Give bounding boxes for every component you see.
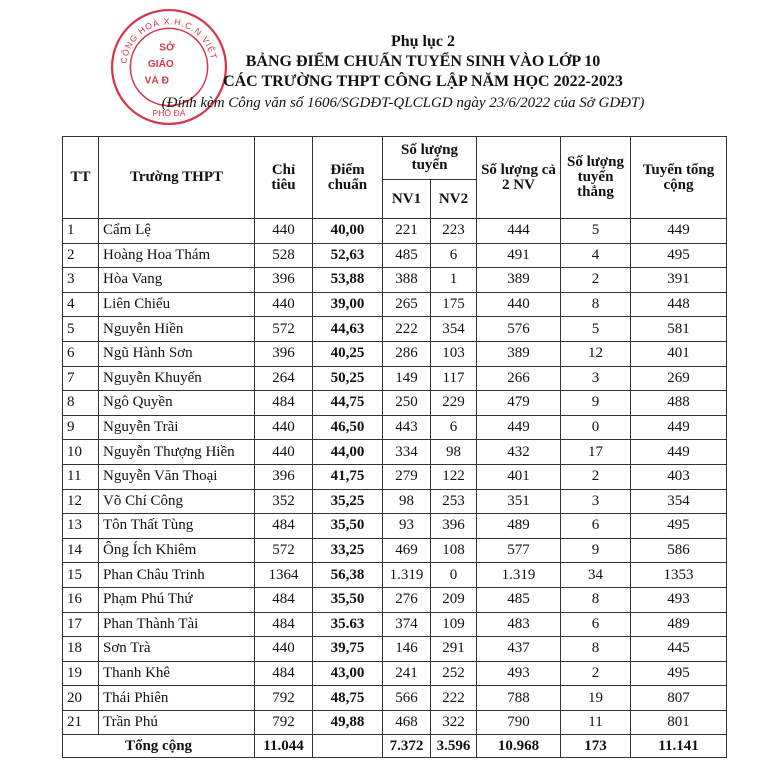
- cell-tt: 4: [63, 292, 99, 317]
- cell-cutoff: 35.63: [313, 612, 383, 637]
- cell-nv2: 354: [431, 317, 477, 342]
- cell-quota: 484: [255, 391, 313, 416]
- table-row: [63, 563, 727, 588]
- cell-nv1: 388: [383, 268, 431, 293]
- cell-cutoff: 49,88: [313, 710, 383, 735]
- header-admitted: Số lượng tuyển: [383, 137, 477, 180]
- table-row: [63, 661, 727, 686]
- cell-nv2: 98: [431, 440, 477, 465]
- cell-both-nv: 389: [477, 341, 561, 366]
- cell-quota: 528: [255, 243, 313, 268]
- table-row: [63, 514, 727, 539]
- cell-tt: 14: [63, 538, 99, 563]
- cell-quota: 264: [255, 366, 313, 391]
- cell-total: 448: [631, 292, 727, 317]
- cell-nv2: 253: [431, 489, 477, 514]
- cell-direct: 11: [561, 710, 631, 735]
- cell-nv1: 149: [383, 366, 431, 391]
- table-row: [63, 637, 727, 662]
- cell-direct: 8: [561, 637, 631, 662]
- cell-tt: 7: [63, 366, 99, 391]
- cell-school: Phan Thành Tài: [99, 612, 255, 637]
- header-school: Trường THPT: [99, 137, 255, 219]
- table-row: [63, 391, 727, 416]
- cell-both-nv: 401: [477, 464, 561, 489]
- cell-quota: 792: [255, 710, 313, 735]
- cell-nv1: 279: [383, 464, 431, 489]
- cell-direct: 5: [561, 317, 631, 342]
- totals-cutoff: [313, 735, 383, 758]
- cell-total: 807: [631, 686, 727, 711]
- document-title-line-2: CÁC TRƯỜNG THPT CÔNG LẬP NĂM HỌC 2022-2023: [223, 73, 623, 90]
- cell-school: Thanh Khê: [99, 661, 255, 686]
- cell-quota: 1364: [255, 563, 313, 588]
- cell-cutoff: 52,63: [313, 243, 383, 268]
- cell-quota: 440: [255, 219, 313, 244]
- cell-direct: 17: [561, 440, 631, 465]
- cell-school: Trần Phú: [99, 710, 255, 735]
- table-row: [63, 710, 727, 735]
- cell-quota: 440: [255, 440, 313, 465]
- cell-direct: 3: [561, 489, 631, 514]
- totals-label: Tổng cộng: [63, 735, 255, 758]
- seal-line-3: VÀ Đ: [144, 75, 169, 87]
- cell-both-nv: 266: [477, 366, 561, 391]
- cell-tt: 6: [63, 341, 99, 366]
- cell-tt: 20: [63, 686, 99, 711]
- seal-bottom-text: PHỐ ĐÀ: [152, 107, 186, 118]
- cell-direct: 3: [561, 366, 631, 391]
- cell-nv2: 396: [431, 514, 477, 539]
- cell-school: Sơn Trà: [99, 637, 255, 662]
- cell-direct: 5: [561, 219, 631, 244]
- cell-tt: 16: [63, 587, 99, 612]
- totals-direct: 173: [561, 735, 631, 758]
- cell-direct: 12: [561, 341, 631, 366]
- cell-nv1: 334: [383, 440, 431, 465]
- table-row: [63, 317, 727, 342]
- cell-tt: 8: [63, 391, 99, 416]
- cell-quota: 352: [255, 489, 313, 514]
- cell-total: 586: [631, 538, 727, 563]
- cell-tt: 1: [63, 219, 99, 244]
- document-subtitle: (Đính kèm Công văn số 1606/SGDĐT-QLCLGD ngày 23/6/2022 của Sở GDĐT): [161, 95, 645, 111]
- cell-quota: 396: [255, 341, 313, 366]
- cell-cutoff: 56,38: [313, 563, 383, 588]
- cell-both-nv: 1.319: [477, 563, 561, 588]
- header-both-nv: Số lượng cả 2 NV: [477, 137, 561, 219]
- appendix-label: Phụ lục 2: [390, 33, 455, 50]
- cell-school: Hòa Vang: [99, 268, 255, 293]
- cell-nv1: 276: [383, 587, 431, 612]
- cell-direct: 2: [561, 661, 631, 686]
- header-quota: Chỉ tiêu: [255, 137, 313, 219]
- cell-nv1: 566: [383, 686, 431, 711]
- table-row: [63, 612, 727, 637]
- cell-direct: 9: [561, 538, 631, 563]
- totals-total: 11.141: [631, 735, 727, 758]
- cell-school: Ngô Quyền: [99, 391, 255, 416]
- cell-quota: 396: [255, 464, 313, 489]
- cell-total: 495: [631, 514, 727, 539]
- cell-total: 493: [631, 587, 727, 612]
- totals-row: [63, 735, 727, 758]
- cell-cutoff: 44,00: [313, 440, 383, 465]
- cell-both-nv: 489: [477, 514, 561, 539]
- cell-nv2: 6: [431, 415, 477, 440]
- table-row: [63, 686, 727, 711]
- cell-school: Cẩm Lệ: [99, 219, 255, 244]
- cell-direct: 6: [561, 514, 631, 539]
- cell-cutoff: 48,75: [313, 686, 383, 711]
- cell-school: Nguyễn Văn Thoại: [99, 464, 255, 489]
- cell-total: 445: [631, 637, 727, 662]
- cell-school: Hoàng Hoa Thám: [99, 243, 255, 268]
- cell-school: Nguyễn Hiền: [99, 317, 255, 342]
- cell-school: Phạm Phú Thứ: [99, 587, 255, 612]
- cell-nv2: 209: [431, 587, 477, 612]
- cell-school: Ông Ích Khiêm: [99, 538, 255, 563]
- cell-quota: 484: [255, 612, 313, 637]
- cell-school: Võ Chí Công: [99, 489, 255, 514]
- cell-cutoff: 44,75: [313, 391, 383, 416]
- cell-total: 449: [631, 415, 727, 440]
- table-row: [63, 243, 727, 268]
- cell-cutoff: 40,00: [313, 219, 383, 244]
- cell-total: 581: [631, 317, 727, 342]
- cell-quota: 396: [255, 268, 313, 293]
- cell-school: Nguyễn Trãi: [99, 415, 255, 440]
- totals-nv1: 7.372: [383, 735, 431, 758]
- cell-nv1: 221: [383, 219, 431, 244]
- cell-school: Ngũ Hành Sơn: [99, 341, 255, 366]
- cell-cutoff: 35,25: [313, 489, 383, 514]
- cell-direct: 0: [561, 415, 631, 440]
- cell-total: 488: [631, 391, 727, 416]
- cell-both-nv: 790: [477, 710, 561, 735]
- cell-quota: 440: [255, 415, 313, 440]
- cell-both-nv: 440: [477, 292, 561, 317]
- cell-tt: 12: [63, 489, 99, 514]
- cell-quota: 440: [255, 292, 313, 317]
- cell-school: Liên Chiểu: [99, 292, 255, 317]
- cell-quota: 572: [255, 317, 313, 342]
- cell-total: 391: [631, 268, 727, 293]
- cell-quota: 440: [255, 637, 313, 662]
- cell-total: 1353: [631, 563, 727, 588]
- cell-direct: 4: [561, 243, 631, 268]
- cell-nv1: 443: [383, 415, 431, 440]
- cell-nv1: 146: [383, 637, 431, 662]
- cell-cutoff: 46,50: [313, 415, 383, 440]
- cell-tt: 9: [63, 415, 99, 440]
- cell-nv1: 98: [383, 489, 431, 514]
- cell-school: Thái Phiên: [99, 686, 255, 711]
- totals-both: 10.968: [477, 735, 561, 758]
- cell-tt: 5: [63, 317, 99, 342]
- cell-cutoff: 53,88: [313, 268, 383, 293]
- cell-total: 801: [631, 710, 727, 735]
- cell-total: 403: [631, 464, 727, 489]
- header-cutoff: Điểm chuẩn: [313, 137, 383, 219]
- seal-ring-text: CỘNG HOÀ X.H.C.N VIỆT: [118, 16, 220, 65]
- cell-both-nv: 389: [477, 268, 561, 293]
- cell-both-nv: 432: [477, 440, 561, 465]
- table-row: [63, 587, 727, 612]
- cell-direct: 2: [561, 464, 631, 489]
- cell-quota: 484: [255, 587, 313, 612]
- cell-tt: 13: [63, 514, 99, 539]
- cell-tt: 17: [63, 612, 99, 637]
- cell-nv2: 222: [431, 686, 477, 711]
- cell-tt: 18: [63, 637, 99, 662]
- cell-direct: 34: [561, 563, 631, 588]
- cell-nv1: 265: [383, 292, 431, 317]
- cell-both-nv: 491: [477, 243, 561, 268]
- cell-direct: 19: [561, 686, 631, 711]
- cell-total: 495: [631, 243, 727, 268]
- cell-nv2: 103: [431, 341, 477, 366]
- cell-nv2: 0: [431, 563, 477, 588]
- header-tt: TT: [63, 137, 99, 219]
- cell-nv1: 469: [383, 538, 431, 563]
- cell-both-nv: 437: [477, 637, 561, 662]
- cell-total: 449: [631, 440, 727, 465]
- cell-cutoff: 44,63: [313, 317, 383, 342]
- cell-both-nv: 351: [477, 489, 561, 514]
- cell-nv2: 229: [431, 391, 477, 416]
- cell-school: Tôn Thất Tùng: [99, 514, 255, 539]
- header-nv2: NV2: [431, 180, 477, 219]
- cell-both-nv: 788: [477, 686, 561, 711]
- cell-both-nv: 444: [477, 219, 561, 244]
- cell-total: 489: [631, 612, 727, 637]
- header-total: Tuyển tổng cộng: [631, 137, 727, 219]
- table-row: [63, 538, 727, 563]
- cell-direct: 8: [561, 292, 631, 317]
- cell-cutoff: 39,00: [313, 292, 383, 317]
- cell-nv1: 93: [383, 514, 431, 539]
- cell-nv1: 250: [383, 391, 431, 416]
- cell-both-nv: 493: [477, 661, 561, 686]
- totals-nv2: 3.596: [431, 735, 477, 758]
- cell-both-nv: 577: [477, 538, 561, 563]
- cell-nv2: 291: [431, 637, 477, 662]
- cell-cutoff: 41,75: [313, 464, 383, 489]
- cell-total: 449: [631, 219, 727, 244]
- cell-direct: 2: [561, 268, 631, 293]
- cell-nv1: 286: [383, 341, 431, 366]
- cell-cutoff: 50,25: [313, 366, 383, 391]
- cell-nv2: 322: [431, 710, 477, 735]
- seal-line-2: GIÁO: [147, 59, 174, 70]
- cell-quota: 572: [255, 538, 313, 563]
- cell-nv1: 241: [383, 661, 431, 686]
- cell-direct: 8: [561, 587, 631, 612]
- cell-cutoff: 40,25: [313, 341, 383, 366]
- table-row: [63, 489, 727, 514]
- cell-direct: 9: [561, 391, 631, 416]
- cell-nv2: 252: [431, 661, 477, 686]
- cell-direct: 6: [561, 612, 631, 637]
- cell-both-nv: 485: [477, 587, 561, 612]
- header-nv1: NV1: [383, 180, 431, 219]
- table-row: [63, 341, 727, 366]
- cell-tt: 2: [63, 243, 99, 268]
- cell-school: Nguyễn Thượng Hiền: [99, 440, 255, 465]
- cell-cutoff: 33,25: [313, 538, 383, 563]
- table-row: [63, 268, 727, 293]
- cell-tt: 19: [63, 661, 99, 686]
- cell-total: 495: [631, 661, 727, 686]
- cell-nv2: 223: [431, 219, 477, 244]
- cell-total: 354: [631, 489, 727, 514]
- cell-tt: 21: [63, 710, 99, 735]
- seal-line-1: SỞ: [159, 42, 175, 54]
- cell-quota: 484: [255, 514, 313, 539]
- cell-tt: 11: [63, 464, 99, 489]
- cell-tt: 10: [63, 440, 99, 465]
- totals-quota: 11.044: [255, 735, 313, 758]
- cell-both-nv: 449: [477, 415, 561, 440]
- cell-cutoff: 39,75: [313, 637, 383, 662]
- cell-school: Phan Châu Trinh: [99, 563, 255, 588]
- cell-total: 401: [631, 341, 727, 366]
- cell-nv1: 485: [383, 243, 431, 268]
- cell-nv2: 1: [431, 268, 477, 293]
- cell-tt: 3: [63, 268, 99, 293]
- cutoff-score-table: [62, 136, 727, 758]
- cell-school: Nguyễn Khuyến: [99, 366, 255, 391]
- cell-quota: 484: [255, 661, 313, 686]
- table-row: [63, 366, 727, 391]
- cell-both-nv: 576: [477, 317, 561, 342]
- cell-nv2: 122: [431, 464, 477, 489]
- cell-cutoff: 35,50: [313, 587, 383, 612]
- cell-nv1: 468: [383, 710, 431, 735]
- cell-cutoff: 35,50: [313, 514, 383, 539]
- table-row: [63, 219, 727, 244]
- table-row: [63, 292, 727, 317]
- cell-nv2: 109: [431, 612, 477, 637]
- cell-nv2: 175: [431, 292, 477, 317]
- cell-nv1: 1.319: [383, 563, 431, 588]
- cell-nv1: 222: [383, 317, 431, 342]
- document-title-line-1: BẢNG ĐIỂM CHUẨN TUYỂN SINH VÀO LỚP 10: [245, 53, 601, 70]
- table-row: [63, 464, 727, 489]
- header-direct: Số lượng tuyển thẳng: [561, 137, 631, 219]
- cell-quota: 792: [255, 686, 313, 711]
- cell-nv2: 117: [431, 366, 477, 391]
- cell-nv1: 374: [383, 612, 431, 637]
- table-row: [63, 415, 727, 440]
- cell-nv2: 6: [431, 243, 477, 268]
- table-row: [63, 440, 727, 465]
- cell-both-nv: 483: [477, 612, 561, 637]
- cell-nv2: 108: [431, 538, 477, 563]
- cell-tt: 15: [63, 563, 99, 588]
- cell-cutoff: 43,00: [313, 661, 383, 686]
- cell-both-nv: 479: [477, 391, 561, 416]
- cell-total: 269: [631, 366, 727, 391]
